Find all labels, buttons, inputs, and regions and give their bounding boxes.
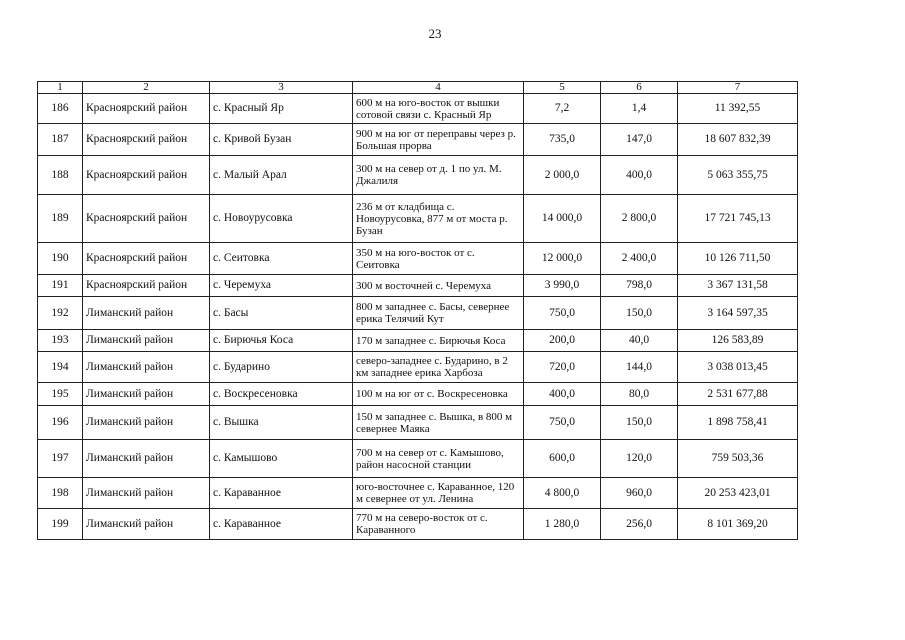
- district-cell: Красноярский район: [83, 195, 210, 243]
- row-number: 188: [38, 156, 83, 195]
- location-description: 350 м на юго-восток от с. Сеитовка: [353, 243, 524, 275]
- table-row: [38, 156, 798, 195]
- header-row: [38, 82, 798, 94]
- row-number: 193: [38, 330, 83, 352]
- value-col7: 2 531 677,88: [678, 383, 798, 406]
- location-description: 600 м на юго-восток от вышки сотовой связи с. Красный Яр: [353, 94, 524, 124]
- page-number: 23: [428, 26, 442, 41]
- location-description: 300 м на север от д. 1 по ул. М. Джалиля: [353, 156, 524, 195]
- village-cell: с. Караванное: [210, 509, 353, 540]
- column-header: 1: [38, 82, 83, 94]
- value-col6: 150,0: [601, 406, 678, 440]
- value-col5: 2 000,0: [524, 156, 601, 195]
- value-col5: 1 280,0: [524, 509, 601, 540]
- row-number: 196: [38, 406, 83, 440]
- table-row: [38, 478, 798, 509]
- value-col5: 600,0: [524, 440, 601, 478]
- village-cell: с. Черемуха: [210, 275, 353, 297]
- value-col5: 12 000,0: [524, 243, 601, 275]
- row-number: 194: [38, 352, 83, 383]
- column-header: 5: [524, 82, 601, 94]
- village-cell: с. Бирючья Коса: [210, 330, 353, 352]
- column-header: 4: [353, 82, 524, 94]
- value-col5: 14 000,0: [524, 195, 601, 243]
- column-header: 3: [210, 82, 353, 94]
- district-cell: Красноярский район: [83, 94, 210, 124]
- village-cell: с. Камышово: [210, 440, 353, 478]
- value-col5: 4 800,0: [524, 478, 601, 509]
- row-number: 197: [38, 440, 83, 478]
- location-description: 800 м западнее с. Басы, севернее ерика Телячий Кут: [353, 297, 524, 330]
- value-col7: 20 253 423,01: [678, 478, 798, 509]
- value-col6: 960,0: [601, 478, 678, 509]
- value-col6: 2 800,0: [601, 195, 678, 243]
- village-cell: с. Вышка: [210, 406, 353, 440]
- row-number: 189: [38, 195, 83, 243]
- value-col7: 759 503,36: [678, 440, 798, 478]
- table-row: [38, 195, 798, 243]
- location-description: 150 м западнее с. Вышка, в 800 м севернее Маяка: [353, 406, 524, 440]
- value-col7: 3 038 013,45: [678, 352, 798, 383]
- value-col5: 400,0: [524, 383, 601, 406]
- district-cell: Лиманский район: [83, 440, 210, 478]
- value-col6: 400,0: [601, 156, 678, 195]
- value-col5: 200,0: [524, 330, 601, 352]
- location-description: 300 м восточней с. Черемуха: [353, 275, 524, 297]
- value-col5: 720,0: [524, 352, 601, 383]
- row-number: 190: [38, 243, 83, 275]
- district-cell: Красноярский район: [83, 275, 210, 297]
- district-cell: Лиманский район: [83, 406, 210, 440]
- value-col6: 798,0: [601, 275, 678, 297]
- value-col7: 18 607 832,39: [678, 124, 798, 156]
- table-row: [38, 297, 798, 330]
- village-cell: с. Кривой Бузан: [210, 124, 353, 156]
- village-cell: с. Воскресеновка: [210, 383, 353, 406]
- district-cell: Лиманский район: [83, 383, 210, 406]
- district-cell: Лиманский район: [83, 478, 210, 509]
- value-col5: 735,0: [524, 124, 601, 156]
- value-col6: 1,4: [601, 94, 678, 124]
- value-col6: 256,0: [601, 509, 678, 540]
- value-col6: 120,0: [601, 440, 678, 478]
- value-col6: 144,0: [601, 352, 678, 383]
- value-col6: 80,0: [601, 383, 678, 406]
- table-row: [38, 124, 798, 156]
- village-cell: с. Караванное: [210, 478, 353, 509]
- value-col7: 17 721 745,13: [678, 195, 798, 243]
- village-cell: с. Басы: [210, 297, 353, 330]
- row-number: 195: [38, 383, 83, 406]
- district-cell: Лиманский район: [83, 330, 210, 352]
- row-number: 191: [38, 275, 83, 297]
- value-col6: 150,0: [601, 297, 678, 330]
- location-description: 236 м от кладбища с. Новоурусовка, 877 м от моста р. Бузан: [353, 195, 524, 243]
- value-col7: 5 063 355,75: [678, 156, 798, 195]
- value-col5: 750,0: [524, 297, 601, 330]
- value-col7: 3 164 597,35: [678, 297, 798, 330]
- district-cell: Красноярский район: [83, 124, 210, 156]
- location-description: 170 м западнее с. Бирючья Коса: [353, 330, 524, 352]
- column-header: 6: [601, 82, 678, 94]
- table-row: [38, 440, 798, 478]
- value-col6: 2 400,0: [601, 243, 678, 275]
- location-description: 770 м на северо-восток от с. Караванного: [353, 509, 524, 540]
- value-col6: 40,0: [601, 330, 678, 352]
- column-header: 2: [83, 82, 210, 94]
- value-col7: 3 367 131,58: [678, 275, 798, 297]
- value-col5: 750,0: [524, 406, 601, 440]
- location-description: юго-восточнее с. Караванное, 120 м севернее от ул. Ленина: [353, 478, 524, 509]
- value-col6: 147,0: [601, 124, 678, 156]
- table-row: [38, 352, 798, 383]
- table-row: [38, 94, 798, 124]
- district-cell: Лиманский район: [83, 297, 210, 330]
- table-row: [38, 406, 798, 440]
- village-cell: с. Бударино: [210, 352, 353, 383]
- value-col7: 11 392,55: [678, 94, 798, 124]
- table-row: [38, 275, 798, 297]
- table-row: [38, 243, 798, 275]
- district-cell: Лиманский район: [83, 509, 210, 540]
- table-row: [38, 509, 798, 540]
- village-cell: с. Сеитовка: [210, 243, 353, 275]
- row-number: 192: [38, 297, 83, 330]
- value-col5: 7,2: [524, 94, 601, 124]
- district-cell: Лиманский район: [83, 352, 210, 383]
- location-description: 100 м на юг от с. Воскресеновка: [353, 383, 524, 406]
- row-number: 186: [38, 94, 83, 124]
- table-row: [38, 383, 798, 406]
- village-cell: с. Малый Арал: [210, 156, 353, 195]
- district-cell: Красноярский район: [83, 243, 210, 275]
- district-cell: Красноярский район: [83, 156, 210, 195]
- column-header: 7: [678, 82, 798, 94]
- value-col7: 10 126 711,50: [678, 243, 798, 275]
- location-description: 700 м на север от с. Камышово, район насосной станции: [353, 440, 524, 478]
- location-description: 900 м на юг от переправы через р. Большая прорва: [353, 124, 524, 156]
- value-col7: 1 898 758,41: [678, 406, 798, 440]
- land-plots-table: [37, 81, 798, 540]
- row-number: 199: [38, 509, 83, 540]
- row-number: 198: [38, 478, 83, 509]
- table-row: [38, 330, 798, 352]
- value-col7: 8 101 369,20: [678, 509, 798, 540]
- value-col7: 126 583,89: [678, 330, 798, 352]
- location-description: северо-западнее с. Бударино, в 2 км западнее ерика Харбоза: [353, 352, 524, 383]
- village-cell: с. Красный Яр: [210, 94, 353, 124]
- row-number: 187: [38, 124, 83, 156]
- village-cell: с. Новоурусовка: [210, 195, 353, 243]
- value-col5: 3 990,0: [524, 275, 601, 297]
